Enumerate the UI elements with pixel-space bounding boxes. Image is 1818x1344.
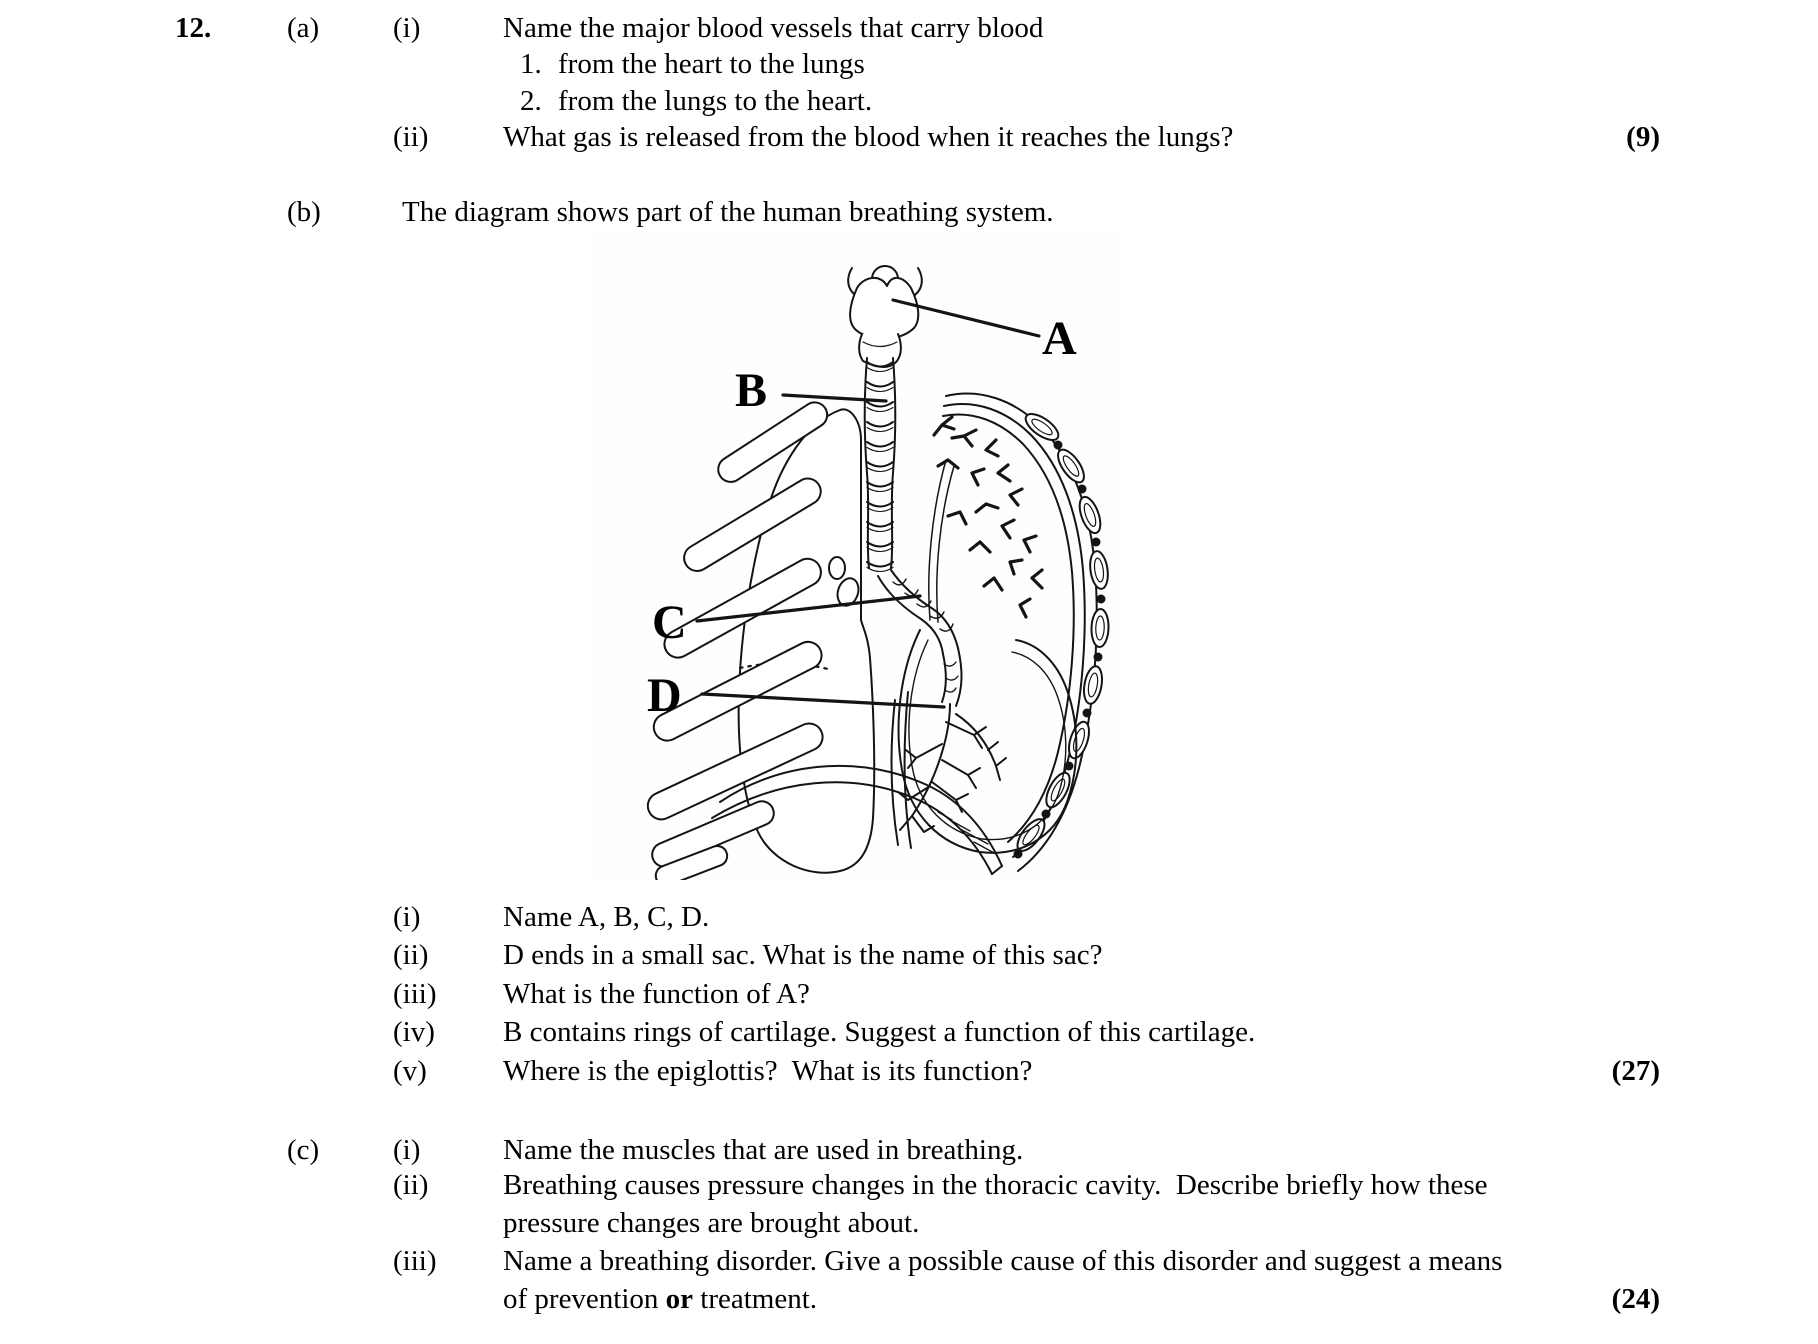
text-row-c-ii-line2 <box>0 1207 1818 1245</box>
bronchus-outline <box>878 460 962 706</box>
list-text-1: from the heart to the lungs <box>558 48 865 80</box>
part-b-intro-text: The diagram shows part of the human breathing system. <box>402 196 1054 228</box>
text-row-a-ii <box>0 121 1818 159</box>
question-text-b-ii: D ends in a small sac. What is the name of this sac? <box>503 939 1103 971</box>
list-text-2: from the lungs to the heart. <box>558 85 873 117</box>
bronchiole-tree <box>898 704 1006 832</box>
list-number-1: 1. <box>520 48 542 80</box>
question-text-b-iii: What is the function of A? <box>503 978 810 1010</box>
list-number-2: 2. <box>520 85 542 117</box>
roman-c-iii: (iii) <box>393 1245 437 1277</box>
roman-b-iv: (iv) <box>393 1016 435 1048</box>
question-text-b-v: Where is the epiglottis? What is its function? <box>503 1055 1033 1087</box>
text-row-b-iii <box>0 978 1818 1016</box>
roman-a-i: (i) <box>393 12 421 44</box>
roman-c-i: (i) <box>393 1134 421 1166</box>
text-row-b-i <box>0 901 1818 939</box>
text-row-b-v <box>0 1055 1818 1093</box>
diagram-label-d: D <box>647 669 682 722</box>
question-text-a-i: Name the major blood vessels that carry blood <box>503 12 1044 44</box>
text-row-a-list-1 <box>0 48 1818 86</box>
diagram-label-b: B <box>735 364 768 417</box>
text-row-c-i <box>0 1134 1818 1172</box>
text-row-b-iv <box>0 1016 1818 1054</box>
diagram-label-a: A <box>1042 312 1077 365</box>
question-text-c-iii-line2 <box>503 1283 817 1316</box>
question-text-c-i: Name the muscles that are used in breathing. <box>503 1134 1024 1166</box>
trachea-outline <box>865 358 896 572</box>
part-c-label: (c) <box>287 1134 320 1166</box>
text-row-c-iii-line1 <box>0 1245 1818 1283</box>
text-row-b-ii <box>0 939 1818 977</box>
larynx-outline <box>848 266 922 367</box>
question-text-a-ii: What gas is released from the blood when it reaches the lungs? <box>503 121 1234 153</box>
breathing-system-diagram <box>590 230 1120 880</box>
text-row-c-ii-line1 <box>0 1169 1818 1207</box>
question-number: 12. <box>175 12 212 44</box>
question-text-b-i: Name A, B, C, D. <box>503 901 710 933</box>
question-text-c-ii-line2: pressure changes are brought about. <box>503 1207 920 1239</box>
roman-b-i: (i) <box>393 901 421 933</box>
roman-a-ii: (ii) <box>393 121 429 153</box>
question-text-c-ii-line1: Breathing causes pressure changes in the thoracic cavity. Describe briefly how these <box>503 1169 1488 1201</box>
intercostal-muscle-chain <box>1013 409 1110 858</box>
text-row-b-intro <box>0 196 1818 234</box>
marks-part-b: (27) <box>1611 1055 1660 1087</box>
text-row-c-iii-line2 <box>0 1283 1818 1321</box>
diagram-label-c: C <box>652 596 687 649</box>
or-bold-text: or <box>665 1283 694 1315</box>
marks-part-a: (9) <box>1626 121 1660 153</box>
roman-b-v: (v) <box>393 1055 427 1087</box>
marks-part-c: (24) <box>1611 1283 1660 1315</box>
breathing-system-svg <box>590 230 1120 880</box>
text-row-a-list-2 <box>0 85 1818 123</box>
lung-section-outline <box>899 630 1077 853</box>
question-text-b-iv: B contains rings of cartilage. Suggest a function of this cartilage. <box>503 1016 1256 1048</box>
leader-line-b <box>783 395 886 401</box>
part-b-label: (b) <box>287 196 321 228</box>
roman-b-ii: (ii) <box>393 939 429 971</box>
text-row-a-i <box>0 12 1818 50</box>
part-a-label: (a) <box>287 12 320 44</box>
treatment-text: treatment. <box>693 1283 818 1315</box>
question-text-c-iii-line1: Name a breathing disorder. Give a possible cause of this disorder and suggest a means <box>503 1245 1503 1277</box>
roman-b-iii: (iii) <box>393 978 437 1010</box>
prevention-text: of prevention <box>503 1283 666 1315</box>
roman-c-ii: (ii) <box>393 1169 429 1201</box>
